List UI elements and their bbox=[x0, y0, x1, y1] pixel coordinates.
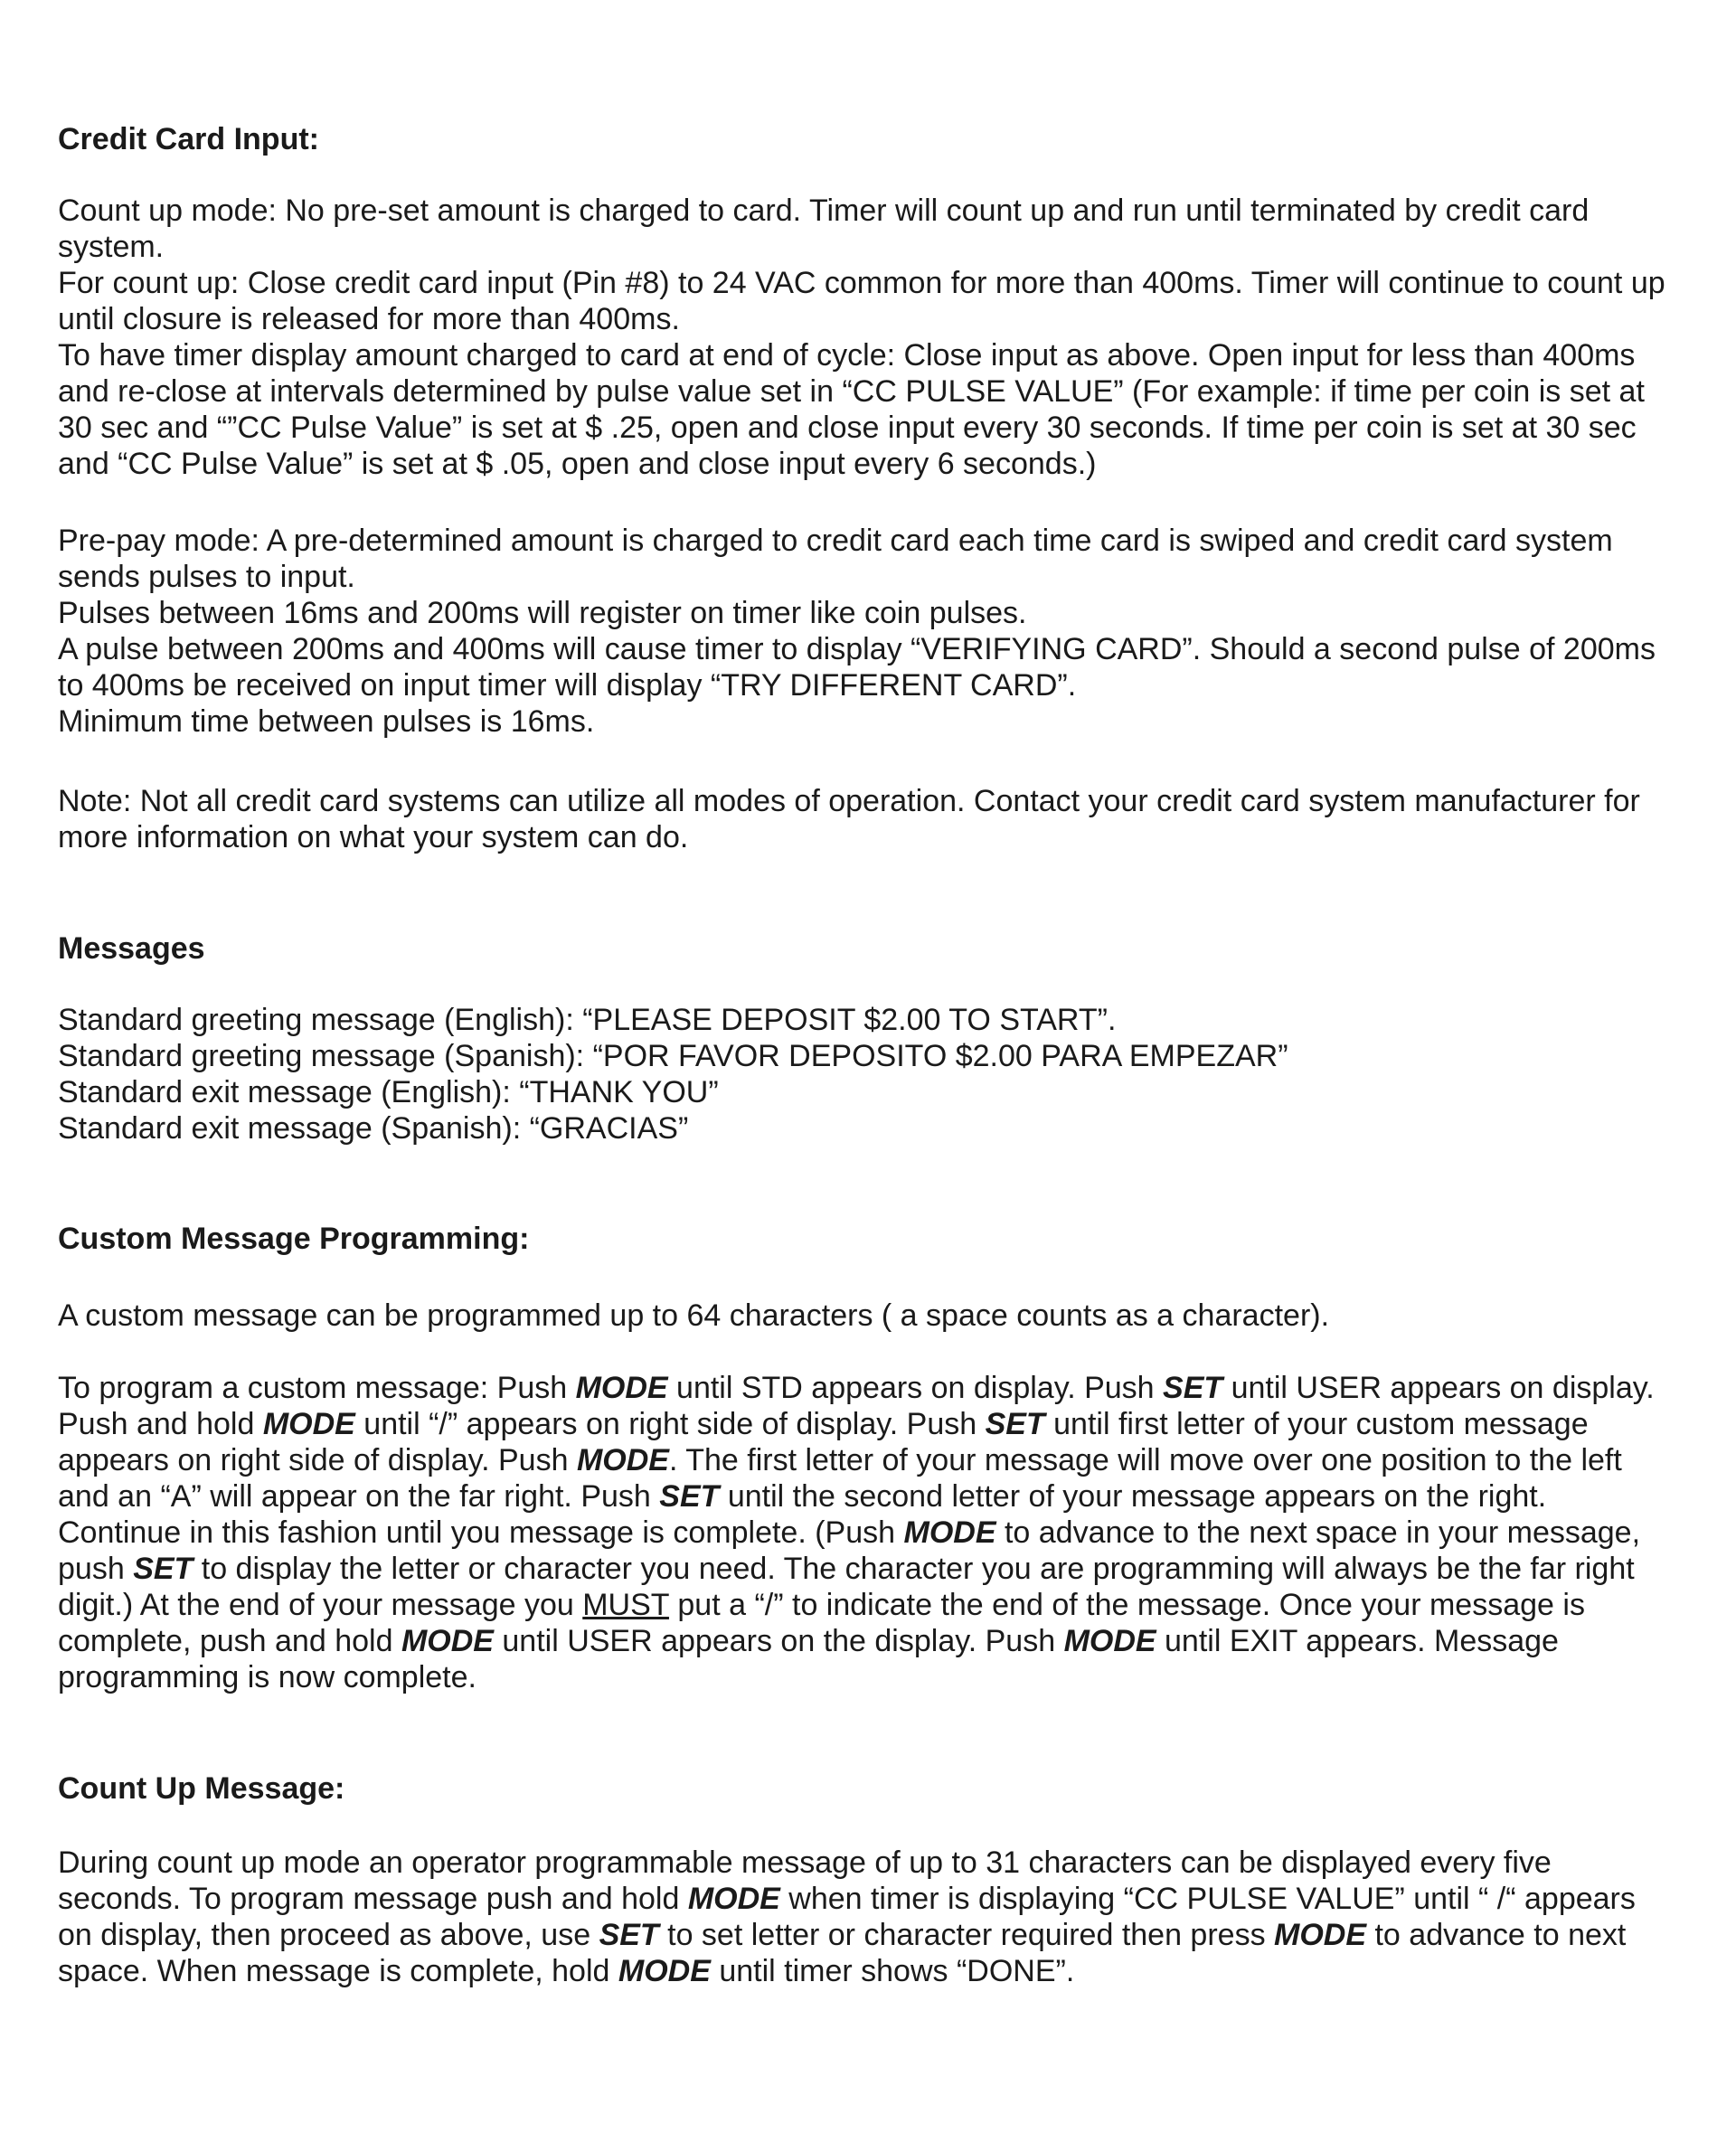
procedure-text: until USER appears on display. Push and hold bbox=[58, 1371, 1655, 1441]
messages-heading: Messages bbox=[58, 931, 205, 966]
procedure-text: until first letter of your custom message appears on right side of display. Push bbox=[58, 1407, 1589, 1477]
procedure-text: until STD appears on display. Push bbox=[667, 1371, 1164, 1405]
pulse-register-text: Pulses between 16ms and 200ms will register on timer like coin pulses. bbox=[58, 596, 1027, 630]
exit-spanish: Standard exit message (Spanish): “GRACIAS” bbox=[58, 1111, 689, 1146]
procedure-text: until EXIT appears. Message programming is now complete. bbox=[58, 1624, 1559, 1694]
display-charge-instructions: To have timer display amount charged to card at end of cycle: Close input as above. Open input for less than 400ms and re-close at intervals determined by pulse value set in “CC PULSE VALUE” (For example: if time per coin is set at 30 sec and “”CC Pulse Value” is set at $ .25, open and close input every 30 seconds. If time per coin is set at 30 sec and “CC Pulse Value” is set at $ .05, open and close input every 6 seconds.) bbox=[58, 338, 1645, 481]
count-up-message-procedure bbox=[58, 1845, 1676, 1989]
mode-keyword: MODE bbox=[1063, 1624, 1156, 1658]
set-keyword: SET bbox=[133, 1552, 193, 1586]
verifying-card-text: A pulse between 200ms and 400ms will cause timer to display “VERIFYING CARD”. Should a second pulse of 200ms to 400ms be received on input timer will display “TRY DIFFERENT CARD”. bbox=[58, 632, 1656, 703]
procedure-text: until USER appears on the display. Push bbox=[493, 1624, 1064, 1658]
custom-message-intro: A custom message can be programmed up to 64 characters ( a space counts as a character). bbox=[58, 1298, 1330, 1333]
must-emphasis: MUST bbox=[582, 1588, 669, 1622]
mode-keyword: MODE bbox=[576, 1443, 669, 1477]
mode-keyword: MODE bbox=[687, 1882, 780, 1916]
set-keyword: SET bbox=[599, 1918, 659, 1952]
prepay-mode-section bbox=[58, 523, 1676, 740]
mode-keyword: MODE bbox=[1274, 1918, 1367, 1952]
procedure-text: To program a custom message: Push bbox=[58, 1371, 576, 1405]
credit-card-note: Note: Not all credit card systems can utilize all modes of operation. Contact your credit card system manufacturer for more information on what your system can do. bbox=[58, 784, 1640, 854]
credit-card-heading: Credit Card Input: bbox=[58, 122, 319, 156]
procedure-text: to advance to next space. When message is complete, hold bbox=[58, 1918, 1627, 1988]
messages-list bbox=[58, 1002, 1676, 1147]
mode-keyword: MODE bbox=[262, 1407, 355, 1441]
set-keyword: SET bbox=[985, 1407, 1045, 1441]
procedure-text: put a “/” to indicate the end of the message. Once your message is complete, push and hold bbox=[58, 1588, 1585, 1658]
count-up-mode-section bbox=[58, 193, 1676, 482]
procedure-text: when timer is displaying “CC PULSE VALUE” until “ /“ appears on display, then proceed as above, use bbox=[58, 1882, 1636, 1952]
custom-message-procedure bbox=[58, 1370, 1676, 1695]
procedure-text: During count up mode an operator programmable message of up to 31 characters can be displayed every five seconds. To program message push and hold bbox=[58, 1845, 1552, 1916]
procedure-text: until timer shows “DONE”. bbox=[710, 1954, 1075, 1988]
count-up-instructions: For count up: Close credit card input (Pin #8) to 24 VAC common for more than 400ms. Timer will continue to count up until closure is released for more than 400ms. bbox=[58, 266, 1665, 336]
mode-keyword: MODE bbox=[903, 1515, 996, 1550]
set-keyword: SET bbox=[659, 1479, 720, 1514]
minimum-pulse-text: Minimum time between pulses is 16ms. bbox=[58, 704, 595, 739]
count-up-mode-text: Count up mode: No pre-set amount is charged to card. Timer will count up and run until terminated by credit card system. bbox=[58, 193, 1590, 264]
mode-keyword: MODE bbox=[401, 1624, 494, 1658]
procedure-text: . The first letter of your message will move over one position to the left and an “A” will appear on the far right. Push bbox=[58, 1443, 1622, 1514]
set-keyword: SET bbox=[1163, 1371, 1223, 1405]
procedure-text: to advance to the next space in your message, push bbox=[58, 1515, 1641, 1586]
procedure-text: until “/” appears on right side of display. Push bbox=[354, 1407, 986, 1441]
mode-keyword: MODE bbox=[575, 1371, 668, 1405]
greeting-english: Standard greeting message (English): “PLEASE DEPOSIT $2.00 TO START”. bbox=[58, 1003, 1117, 1037]
procedure-text: to set letter or character required then press bbox=[658, 1918, 1275, 1952]
prepay-mode-text: Pre-pay mode: A pre-determined amount is charged to credit card each time card is swiped and credit card system sends pulses to input. bbox=[58, 524, 1613, 594]
exit-english: Standard exit message (English): “THANK YOU” bbox=[58, 1075, 719, 1109]
count-up-message-heading: Count Up Message: bbox=[58, 1771, 345, 1806]
procedure-text: to display the letter or character you need. The character you are programming will always be the far right digit.) At the end of your message you bbox=[58, 1552, 1635, 1622]
greeting-spanish: Standard greeting message (Spanish): “POR FAVOR DEPOSITO $2.00 PARA EMPEZAR” bbox=[58, 1039, 1288, 1073]
custom-message-heading: Custom Message Programming: bbox=[58, 1222, 530, 1256]
mode-keyword: MODE bbox=[618, 1954, 711, 1988]
procedure-text: until the second letter of your message appears on the right. Continue in this fashion until you message is complete. (Push bbox=[58, 1479, 1547, 1550]
